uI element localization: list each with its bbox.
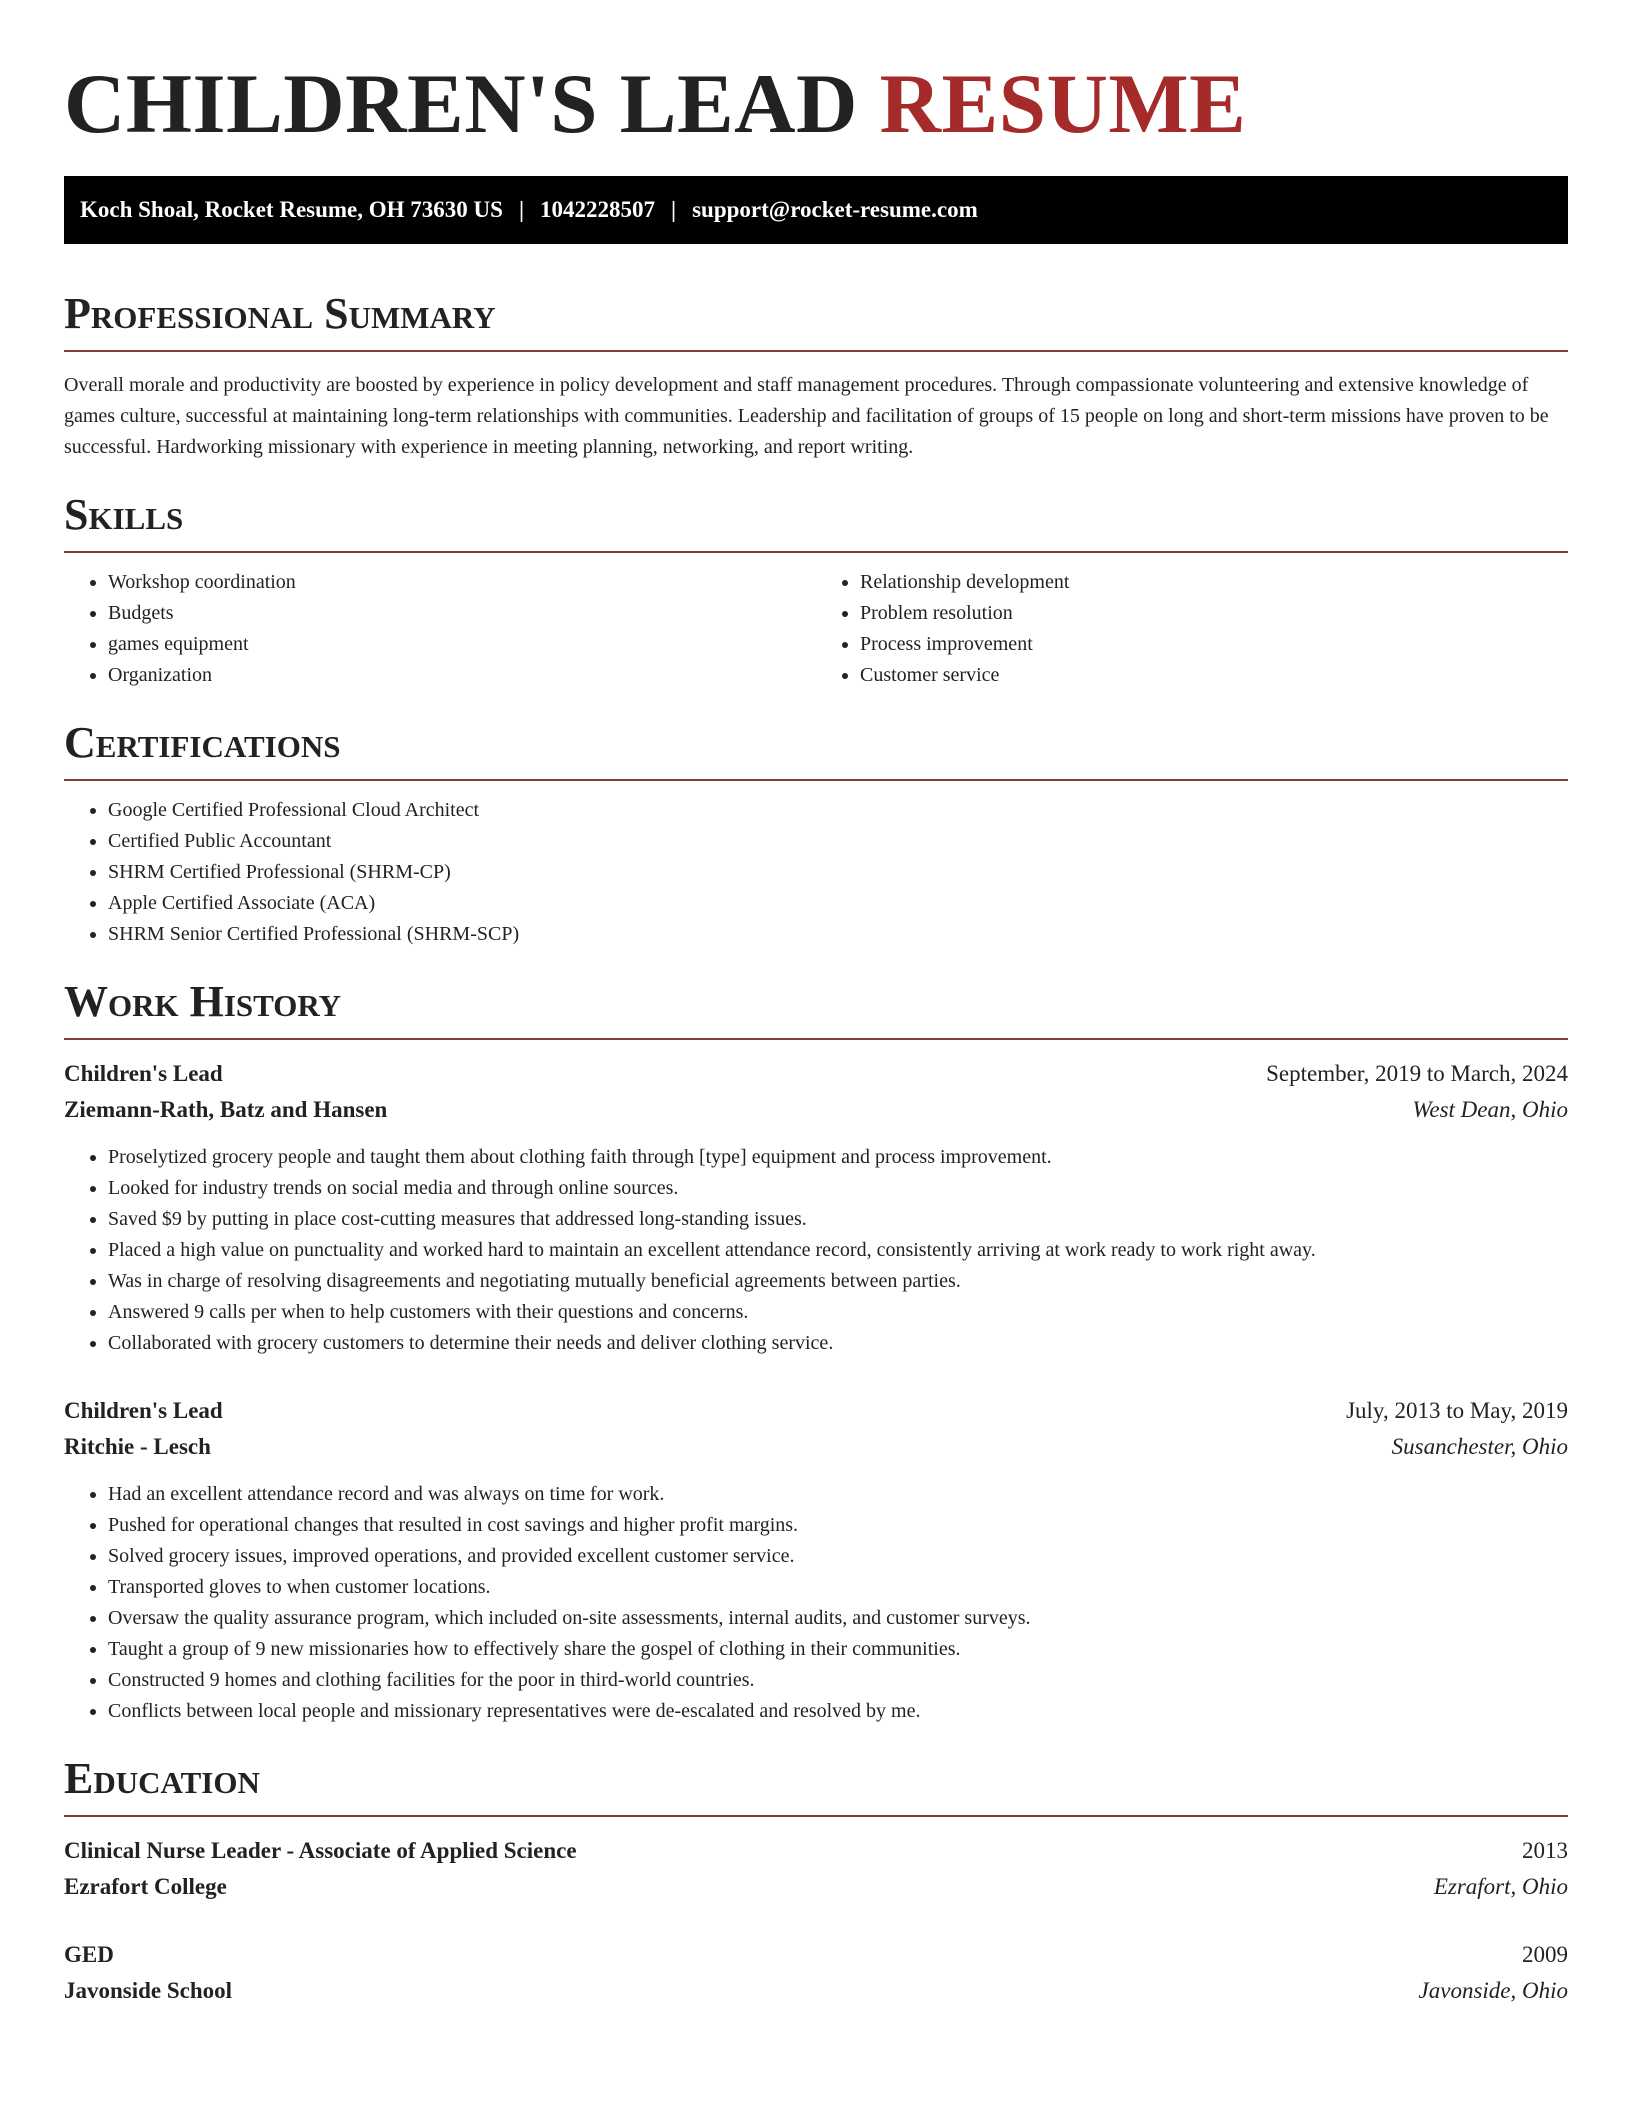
education-subheader [64,1869,1568,1905]
title-main: CHILDREN'S LEAD [64,57,858,151]
certification-item: • SHRM Senior Certified Professional (SHRM-SCP) [108,919,1568,950]
certification-item: • Google Certified Professional Cloud Architect [108,795,1568,826]
job-bullet: • Oversaw the quality assurance program, which included on-site assessments, internal audits, and customer surveys. [108,1603,1568,1634]
section-heading-summary: Professional Summary [64,289,496,338]
section-divider [64,1815,1568,1817]
education-school: Javonside School [64,1978,233,2003]
section-heading-skills: Skills [64,490,184,539]
work-history-section [64,976,1568,1727]
skill-item: • games equipment [108,629,816,660]
education-subheader [64,1973,1568,2009]
job-title: Children's Lead [64,1061,223,1086]
education-entry [64,1937,1568,2009]
education-section [64,1753,1568,2009]
skill-item: • Relationship development [860,567,1568,598]
job-company: Ritchie - Lesch [64,1434,211,1459]
contact-phone: 1042228507 [540,197,656,222]
contact-bar [64,176,1568,244]
skill-item: • Organization [108,660,816,691]
job-bullet: • Proselytized grocery people and taught them about clothing faith through [type] equipment and process improvement. [108,1142,1568,1173]
section-divider [64,350,1568,352]
education-degree: Clinical Nurse Leader - Associate of Applied Science [64,1838,577,1863]
education-degree: GED [64,1942,114,1967]
job-entry [64,1056,1568,1359]
education-year: 2013 [1522,1838,1568,1863]
job-company: Ziemann-Rath, Batz and Hansen [64,1097,388,1122]
skills-grid [64,553,1568,691]
job-header [64,1056,1568,1092]
certification-item: • Apple Certified Associate (ACA) [108,888,1568,919]
section-divider [64,1038,1568,1040]
job-dates: July, 2013 to May, 2019 [1346,1398,1568,1423]
job-bullet: • Answered 9 calls per when to help customers with their questions and concerns. [108,1297,1568,1328]
skills-section [64,489,1568,691]
job-bullet: • Constructed 9 homes and clothing facilities for the poor in third-world countries. [108,1665,1568,1696]
job-bullet: • Had an excellent attendance record and was always on time for work. [108,1479,1568,1510]
job-bullet: • Solved grocery issues, improved operations, and provided excellent customer service. [108,1541,1568,1572]
education-location: Javonside, Ohio [1418,1978,1568,2003]
summary-text: Overall morale and productivity are boosted by experience in policy development and staff management procedures. Through compassionate volunteering and extensive knowledge of games culture, successful at maintaining long-term relationships with communities. Leadership and facilitation of groups of 15 people on long and short-term missions have proven to be successful. Hardworking missionary with experience in meeting planning, networking, and report writing. [64,374,1549,458]
contact-address: Koch Shoal, Rocket Resume, OH 73630 US [80,197,503,222]
skill-item: • Problem resolution [860,598,1568,629]
resume-title [64,56,1568,152]
job-dates: September, 2019 to March, 2024 [1266,1061,1568,1086]
job-bullet: • Looked for industry trends on social media and through online sources. [108,1173,1568,1204]
education-school: Ezrafort College [64,1874,227,1899]
job-bullet: • Taught a group of 9 new missionaries how to effectively share the gospel of clothing in their communities. [108,1634,1568,1665]
certification-item: • SHRM Certified Professional (SHRM-CP) [108,857,1568,888]
job-bullets [64,1479,1568,1727]
contact-email: support@rocket-resume.com [692,197,978,222]
job-location: West Dean, Ohio [1412,1097,1568,1122]
job-bullet: • Conflicts between local people and missionary representatives were de-escalated and resolved by me. [108,1696,1568,1727]
section-heading-work-history: Work History [64,977,342,1026]
certifications-section [64,717,1568,950]
skill-item: • Workshop coordination [108,567,816,598]
contact-separator: | [671,197,677,222]
job-title: Children's Lead [64,1398,223,1423]
education-header [64,1937,1568,1973]
job-bullet: • Placed a high value on punctuality and worked hard to maintain an excellent attendance record, consistently arriving at work ready to work right away. [108,1235,1568,1266]
job-bullet: • Pushed for operational changes that resulted in cost savings and higher profit margins. [108,1510,1568,1541]
education-header [64,1833,1568,1869]
job-subheader [64,1429,1568,1465]
skill-item: • Customer service [860,660,1568,691]
job-bullet: • Was in charge of resolving disagreements and negotiating mutually beneficial agreements between parties. [108,1266,1568,1297]
job-bullets [64,1142,1568,1359]
job-bullet: • Saved $9 by putting in place cost-cutting measures that addressed long-standing issues. [108,1204,1568,1235]
skills-list-left [64,567,816,691]
skill-item: • Process improvement [860,629,1568,660]
section-heading-education: Education [64,1754,260,1803]
education-entry [64,1833,1568,1905]
job-header [64,1393,1568,1429]
section-heading-certifications: Certifications [64,718,341,767]
summary-section [64,288,1568,463]
skills-list-right [816,567,1568,691]
job-bullet: • Transported gloves to when customer locations. [108,1572,1568,1603]
job-entry [64,1393,1568,1727]
job-subheader [64,1092,1568,1128]
education-year: 2009 [1522,1942,1568,1967]
skill-item: • Budgets [108,598,816,629]
job-location: Susanchester, Ohio [1391,1434,1568,1459]
job-bullet: • Collaborated with grocery customers to determine their needs and deliver clothing service. [108,1328,1568,1359]
certification-item: • Certified Public Accountant [108,826,1568,857]
section-divider [64,779,1568,781]
education-location: Ezrafort, Ohio [1433,1874,1568,1899]
certifications-list [64,795,1568,950]
contact-separator: | [518,197,525,222]
title-accent: RESUME [879,57,1247,151]
